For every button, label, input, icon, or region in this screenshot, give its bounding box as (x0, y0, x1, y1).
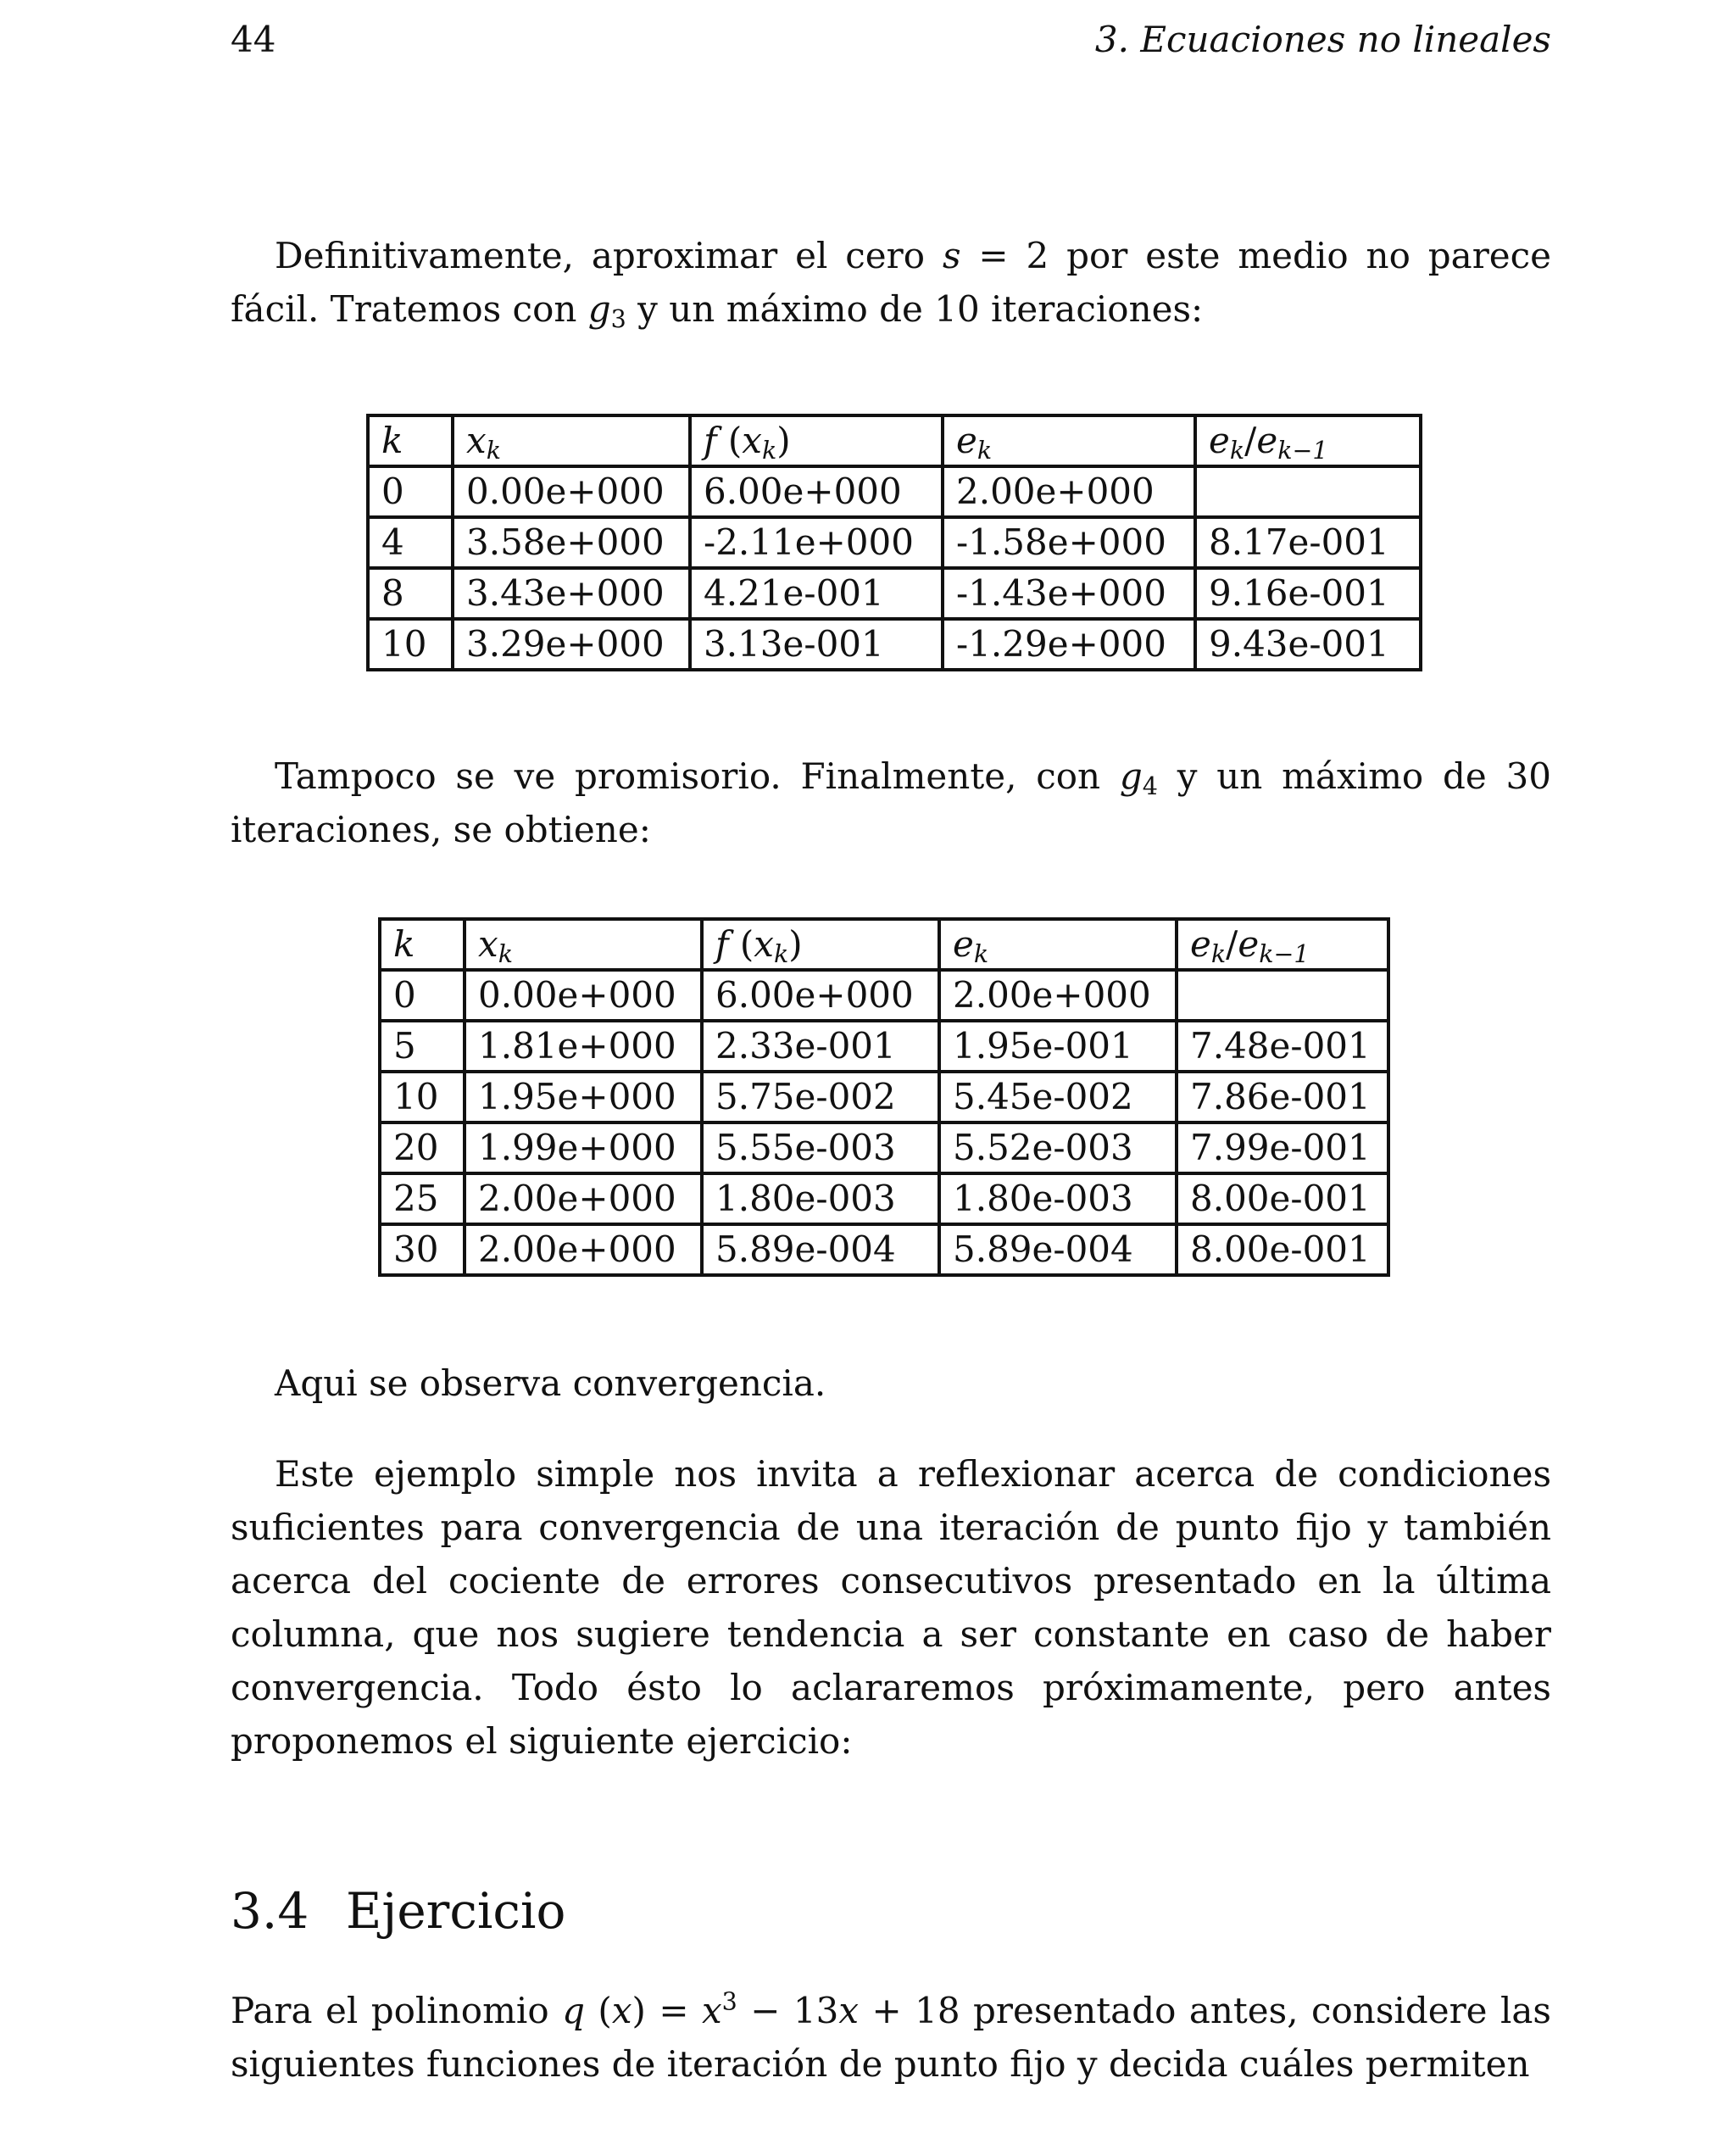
cell-fxk: 2.33e-001 (702, 1021, 939, 1072)
cell-fxk: 4.21e-001 (690, 568, 943, 619)
cell-xk: 2.00e+000 (465, 1224, 702, 1275)
cell-xk: 0.00e+000 (465, 970, 702, 1021)
header-ratio: $e_k/e_{k-1}$ (1195, 415, 1421, 466)
cell-k: 8 (368, 568, 453, 619)
table-header-row (368, 415, 1421, 466)
cell-k: 5 (380, 1021, 465, 1072)
page-number: 44 (231, 19, 276, 60)
cell-ratio (1195, 466, 1421, 517)
cell-k: 30 (380, 1224, 465, 1275)
cell-ratio: 7.99e-001 (1177, 1122, 1388, 1173)
header-fxk: f $(x_k)$ (702, 919, 939, 970)
cell-ratio (1177, 970, 1388, 1021)
cell-fxk: 1.80e-003 (702, 1173, 939, 1224)
paragraph-intro-g3: Definitivamente, aproximar el cero s = 2 por este medio no parece fácil. Tratemos con $g_3$ y un máximo de 10 iteraciones: (231, 235, 1552, 334)
cell-xk: 1.99e+000 (465, 1122, 702, 1173)
cell-fxk: 5.89e-004 (702, 1224, 939, 1275)
header-k: k (368, 415, 453, 466)
cell-fxk: 3.13e-001 (690, 619, 943, 670)
cell-ek: 1.80e-003 (939, 1173, 1177, 1224)
header-ratio: $e_k/e_{k-1}$ (1177, 919, 1388, 970)
cell-xk: 0.00e+000 (453, 466, 690, 517)
section-title: Ejercicio (346, 1882, 566, 1940)
cell-ek: -1.29e+000 (943, 619, 1195, 670)
table-header-row (380, 919, 1388, 970)
chapter-title: 3. Ecuaciones no lineales (1094, 19, 1551, 60)
cell-xk: 1.95e+000 (465, 1072, 702, 1122)
cell-ratio: 8.00e-001 (1177, 1173, 1388, 1224)
cell-k: 0 (380, 970, 465, 1021)
cell-ek: 2.00e+000 (943, 466, 1195, 517)
table-row (380, 1122, 1388, 1173)
paragraph-exercise: Para el polinomio q $(x) = x^3 - 13x + 18$ presentado antes, considere las siguientes funciones de iteración de punto fijo y decida cuáles permiten (231, 1986, 1551, 2085)
section-heading (231, 1882, 565, 1940)
cell-xk: 3.29e+000 (453, 619, 690, 670)
cell-ek: -1.43e+000 (943, 568, 1195, 619)
cell-k: 0 (368, 466, 453, 517)
table-row (380, 1072, 1388, 1122)
cell-fxk: 5.55e-003 (702, 1122, 939, 1173)
iteration-table-g4 (378, 917, 1390, 1277)
header-ek: $e_k$ (943, 415, 1195, 466)
table-row (380, 970, 1388, 1021)
table-row (368, 568, 1421, 619)
table-row (380, 1224, 1388, 1275)
header-k: k (380, 919, 465, 970)
cell-ek: 5.52e-003 (939, 1122, 1177, 1173)
header-ek: $e_k$ (939, 919, 1177, 970)
cell-ek: 1.95e-001 (939, 1021, 1177, 1072)
cell-ratio: 8.00e-001 (1177, 1224, 1388, 1275)
cell-ratio: 7.86e-001 (1177, 1072, 1388, 1122)
cell-xk: 1.81e+000 (465, 1021, 702, 1072)
cell-ratio: 7.48e-001 (1177, 1021, 1388, 1072)
cell-ek: 2.00e+000 (939, 970, 1177, 1021)
cell-xk: 3.43e+000 (453, 568, 690, 619)
header-xk: $x_k$ (465, 919, 702, 970)
header-xk: $x_k$ (453, 415, 690, 466)
cell-k: 10 (368, 619, 453, 670)
cell-fxk: 6.00e+000 (690, 466, 943, 517)
cell-k: 20 (380, 1122, 465, 1173)
cell-ratio: 9.43e-001 (1195, 619, 1421, 670)
paragraph-intro-g4: Tampoco se ve promisorio. Finalmente, con $g_4$ y un máximo de 30 iteraciones, se obtiene: (231, 755, 1551, 850)
table-row (380, 1173, 1388, 1224)
cell-k: 10 (380, 1072, 465, 1122)
iteration-table-g3 (366, 414, 1422, 671)
table-row (380, 1021, 1388, 1072)
cell-fxk: -2.11e+000 (690, 517, 943, 568)
cell-ratio: 9.16e-001 (1195, 568, 1421, 619)
header-fxk: f $(x_k)$ (690, 415, 943, 466)
table-row (368, 619, 1421, 670)
running-head (231, 19, 1551, 70)
cell-ek: 5.45e-002 (939, 1072, 1177, 1122)
cell-k: 4 (368, 517, 453, 568)
table-row (368, 517, 1421, 568)
cell-ratio: 8.17e-001 (1195, 517, 1421, 568)
cell-fxk: 6.00e+000 (702, 970, 939, 1021)
cell-k: 25 (380, 1173, 465, 1224)
cell-xk: 3.58e+000 (453, 517, 690, 568)
paragraph-discussion: Este ejemplo simple nos invita a reflexionar acerca de condiciones suficientes para convergencia de una iteración de punto fijo y también acerca del cociente de errores consecutivos presentado en la última columna, que nos sugiere tendencia a ser constante en caso de haber convergencia. Todo ésto lo aclararemos próximamente, pero antes proponemos el siguiente ejercicio: (231, 1453, 1551, 1762)
cell-fxk: 5.75e-002 (702, 1072, 939, 1122)
cell-ek: 5.89e-004 (939, 1224, 1177, 1275)
cell-ek: -1.58e+000 (943, 517, 1195, 568)
table-row (368, 466, 1421, 517)
section-number: 3.4 (231, 1882, 309, 1940)
cell-xk: 2.00e+000 (465, 1173, 702, 1224)
paragraph-convergence: Aqui se observa convergencia. (275, 1362, 826, 1404)
